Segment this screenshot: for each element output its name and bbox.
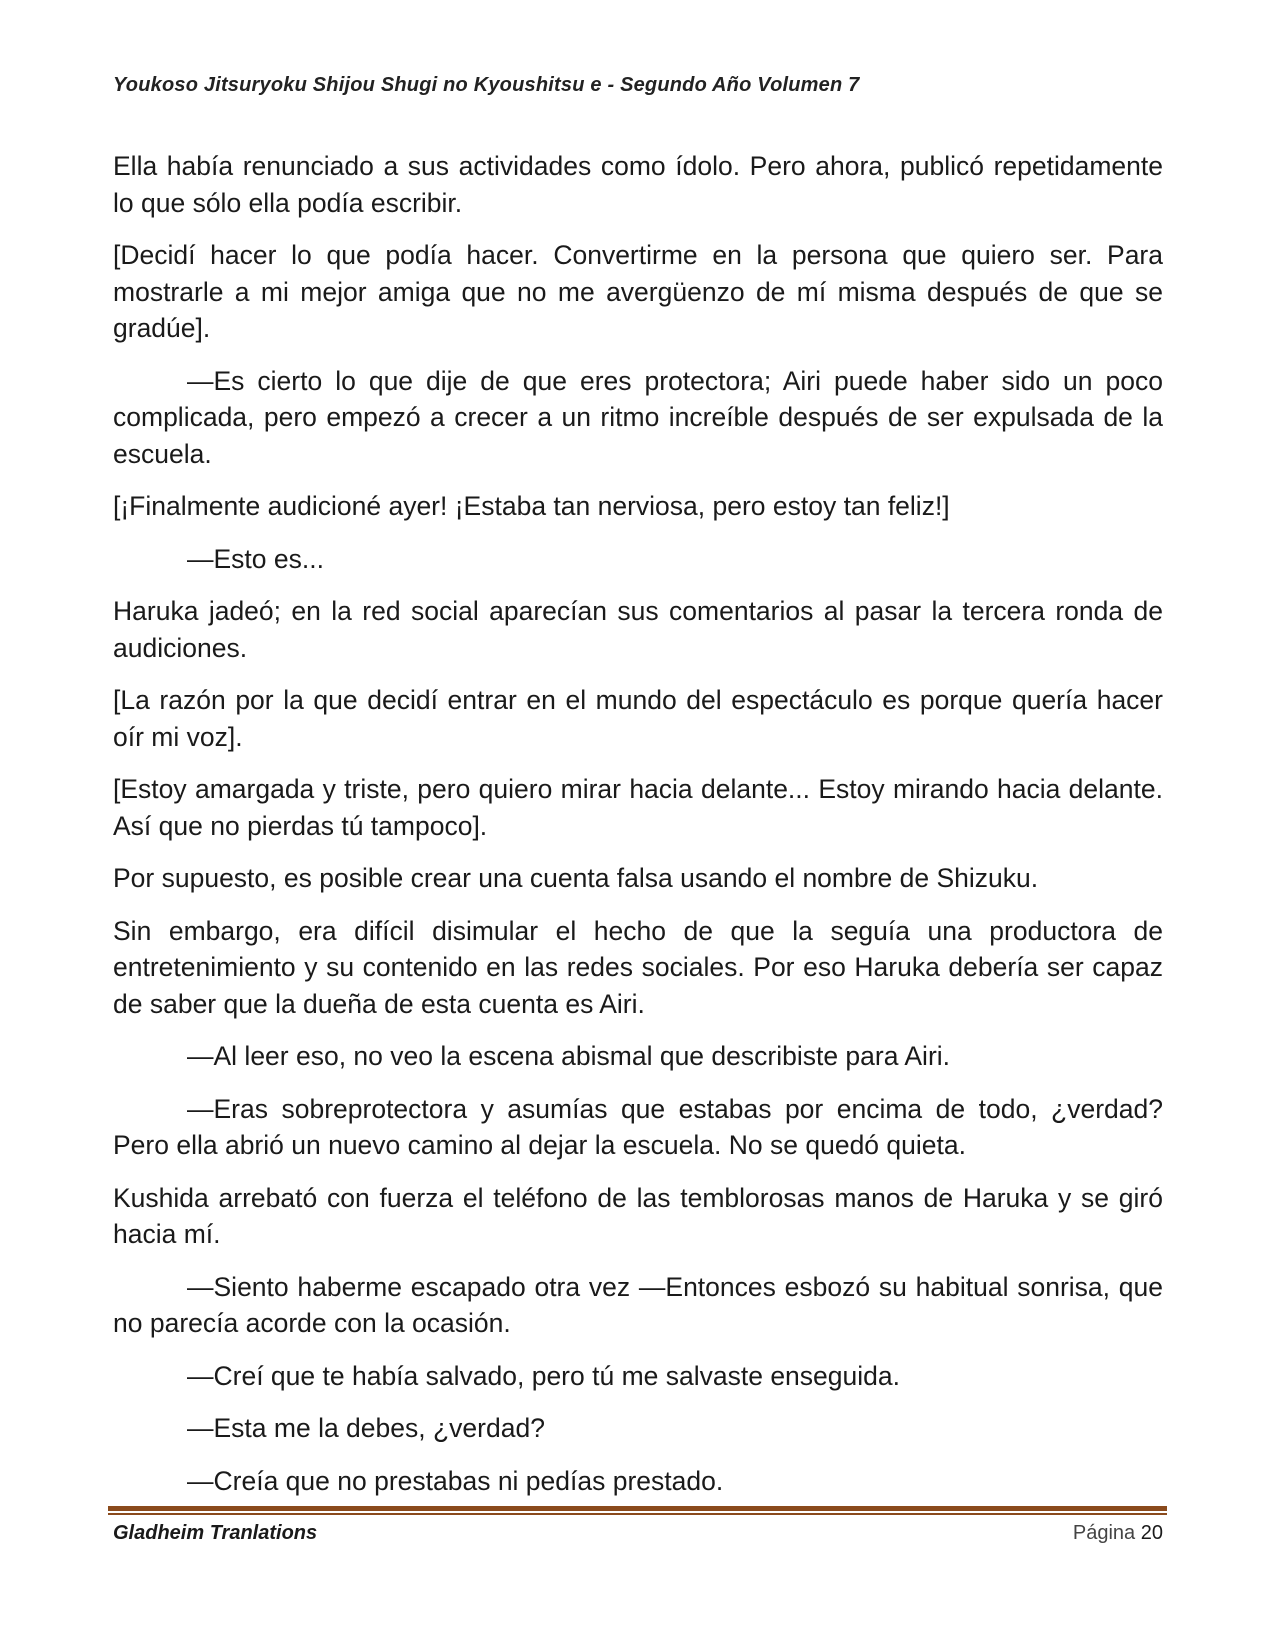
paragraph: Por supuesto, es posible crear una cuenta falsa usando el nombre de Shizuku. xyxy=(113,863,1039,893)
paragraph: —Esto es... xyxy=(187,543,324,574)
page-label: Página xyxy=(1072,1522,1136,1544)
paragraph: —Siento haberme escapado otra vez —Entonces esbozó su habitual sonrisa, que no parecía acorde con la ocasión. xyxy=(113,1271,1163,1338)
paragraph: [Estoy amargada y triste, pero quiero mirar hacia delante... Estoy mirando hacia delante. Así que no pierdas tú tampoco]. xyxy=(113,774,1163,841)
footer-credit: Gladheim Tranlations xyxy=(113,1522,318,1544)
paragraph: [¡Finalmente audicioné ayer! ¡Estaba tan nerviosa, pero estoy tan feliz!] xyxy=(113,491,950,521)
paragraph: Sin embargo, era difícil disimular el hecho de que la seguía una productora de entretenimiento y su contenido en las redes sociales. Por eso Haruka debería ser capaz de saber que la dueña de esta cuenta es Airi. xyxy=(113,915,1163,1019)
paragraph: [Decidí hacer lo que podía hacer. Convertirme en la persona que quiero ser. Para mostrarle a mi mejor amiga que no me avergüenzo de mí misma después de que se gradúe]. xyxy=(113,240,1163,343)
paragraph: —Esta me la debes, ¿verdad? xyxy=(187,1413,545,1443)
paragraph: Ella había renunciado a sus actividades como ídolo. Pero ahora, publicó repetidamente lo que sólo ella podía escribir. xyxy=(113,151,1163,218)
page-header-title: Youkoso Jitsuryoku Shijou Shugi no Kyoushitsu e - Segundo Año Volumen 7 xyxy=(113,74,860,96)
page-number: 20 xyxy=(1140,1522,1163,1544)
footer-divider-thick xyxy=(108,1506,1167,1511)
paragraph: [La razón por la que decidí entrar en el mundo del espectáculo es porque quería hacer oír mi voz]. xyxy=(113,685,1163,752)
paragraph: —Al leer eso, no veo la escena abismal que describiste para Airi. xyxy=(187,1041,951,1071)
page-number-label xyxy=(1073,1522,1163,1545)
paragraph: —Creí que te había salvado, pero tú me salvaste enseguida. xyxy=(187,1360,900,1391)
body-text xyxy=(113,148,1163,1515)
paragraph: Haruka jadeó; en la red social aparecían sus comentarios al pasar la tercera ronda de audiciones. xyxy=(113,596,1163,663)
paragraph: —Eras sobreprotectora y asumías que estabas por encima de todo, ¿verdad? Pero ella abrió un nuevo camino al dejar la escuela. No se quedó quieta. xyxy=(113,1093,1163,1160)
footer-divider-thin xyxy=(108,1513,1167,1515)
paragraph: —Creía que no prestabas ni pedías prestado. xyxy=(187,1465,724,1496)
paragraph: —Es cierto lo que dije de que eres protectora; Airi puede haber sido un poco complicada, pero empezó a crecer a un ritmo increíble después de ser expulsada de la escuela. xyxy=(113,365,1163,469)
paragraph: Kushida arrebató con fuerza el teléfono de las temblorosas manos de Haruka y se giró hacia mí. xyxy=(113,1182,1163,1249)
